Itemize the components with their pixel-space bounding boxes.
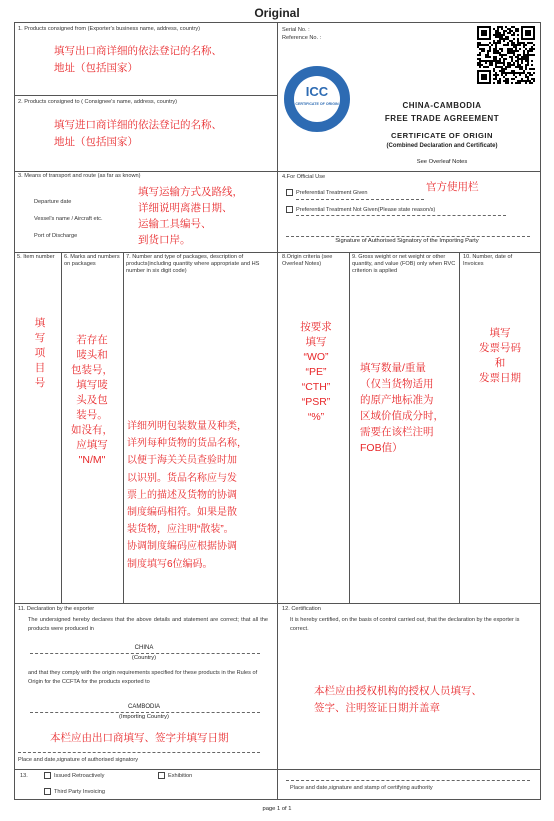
- col9-note-line: 填写数量/重量: [360, 362, 426, 374]
- col10-note-line: 填写: [489, 327, 511, 339]
- col10-note-line: 发票日期: [479, 372, 521, 384]
- col10-note-line: 和: [494, 357, 506, 369]
- col10-note: [462, 326, 538, 386]
- col7-note-line: 装货物，应注明“散装”。: [127, 524, 234, 536]
- col9-note-line: 需要在该栏注明: [360, 426, 434, 438]
- col8-note-line: 填写: [305, 336, 327, 348]
- col6-note-line: 头及包: [76, 394, 108, 406]
- issued-retroactively-option[interactable]: [44, 772, 104, 780]
- box2-note-line-1: 填写进口商详细的依法登记的名称、: [54, 119, 222, 131]
- departure-date-label: Departure date: [34, 199, 72, 205]
- port-label: Port of Discharge: [34, 233, 78, 239]
- box1-note-line-2: 地址（包括国家）: [54, 62, 138, 74]
- divider: [286, 236, 530, 237]
- box4-label: 4.For Official Use: [282, 174, 326, 180]
- preferential-given-text: Preferential Treatment Given: [296, 189, 368, 196]
- col6-note-line: 若存在: [76, 334, 108, 346]
- box3-note-line-4: 到货口岸。: [138, 234, 191, 246]
- icc-logo-text: ICC: [305, 84, 329, 99]
- col7-note-line: 制度编码相符。如果是散: [127, 507, 237, 519]
- col9-note: [360, 360, 460, 456]
- divider: [296, 215, 506, 216]
- col6-note-line: 唛头和: [76, 349, 108, 361]
- col-item-number: 5. Item number: [17, 254, 55, 260]
- serial-label: Serial No. :: [282, 27, 310, 33]
- page-title: Original: [254, 6, 300, 20]
- box11-importing-value: CAMBODIA: [127, 704, 160, 710]
- col7-note-line: 协调制度编码应根据协调: [127, 541, 237, 553]
- preferential-not-given-text: Preferential Treatment Not Given(Please state reason/s): [296, 206, 436, 213]
- col5-note-line: 目: [34, 362, 46, 374]
- exhibition-text: Exhibition: [168, 772, 193, 779]
- page-number: page 1 of 1: [262, 806, 292, 812]
- checkbox-icon: [44, 788, 51, 795]
- col6-note-line: 应填写: [76, 439, 108, 451]
- issued-retroactively-text: Issued Retroactively: [54, 772, 105, 779]
- box11-signature-label: Place and date,signature of authorised signatory: [18, 757, 139, 763]
- box12-note-line-1: 本栏应由授权机构的授权人员填写、: [314, 685, 482, 697]
- col9-note-line: FOB值）: [360, 442, 403, 454]
- importing-signatory-label: Signature of Authorised Signatory of the Importing Party: [335, 238, 479, 244]
- checkbox-icon: [286, 206, 293, 213]
- third-party-invoicing-option[interactable]: [44, 788, 105, 796]
- col-description: 7. Number and type of packages, description of products(including quantity where appropriate and HS number in six digit code): [126, 254, 260, 274]
- agreement-line-3: CERTIFICATE OF ORIGIN: [391, 131, 493, 140]
- col-origin-criteria: 8.Origin criteria (see Overleaf Notes): [282, 254, 333, 267]
- agreement-line-2: FREE TRADE AGREEMENT: [384, 114, 500, 123]
- col8-note: [286, 320, 346, 425]
- col5-note-line: 号: [34, 377, 46, 389]
- col5-note-line: 填: [34, 317, 46, 329]
- col8-note-line: “CTH”: [301, 381, 331, 393]
- col-marks: 6. Marks and numbers on packages: [64, 254, 120, 267]
- box11-note: 本栏应由出口商填写、签字并填写日期: [50, 732, 229, 744]
- box12-note-line-2: 签字、注明签证日期并盖章: [314, 702, 440, 714]
- overleaf-notes: See Overleaf Notes: [416, 159, 468, 165]
- divider: [18, 752, 260, 753]
- col10-note-line: 发票号码: [479, 342, 521, 354]
- col7-note: [127, 418, 277, 573]
- col7-note-line: 详列每种货物的货品名称，: [127, 438, 247, 450]
- col5-note: [26, 316, 54, 391]
- col6-note-line: 装号。: [76, 409, 108, 421]
- agreement-line-1: CHINA-CAMBODIA: [402, 101, 482, 110]
- box3-note-line-2: 详细说明离港日期、: [138, 202, 233, 214]
- divider: [30, 653, 260, 654]
- box12-certification-text: It is hereby certified, on the basis of control carried out, that the declaration by the exporter is correct.: [290, 617, 520, 632]
- col7-note-line: 以识别。货品名称应与发: [127, 472, 237, 484]
- divider: [286, 780, 530, 781]
- col8-note-line: “PSR”: [301, 396, 331, 408]
- col7-note-line: 以便于海关关员查验时加: [127, 455, 237, 467]
- col9-note-line: 区域价值成分时，: [360, 410, 444, 422]
- col5-note-line: 写: [34, 332, 46, 344]
- col-invoices: 10. Number, date of Invoices: [463, 254, 513, 267]
- box12-signature-label: Place and date,signature and stamp of certifying authority: [290, 785, 433, 791]
- third-party-invoicing-text: Third Party Invoicing: [54, 788, 105, 795]
- icc-logo: [284, 66, 350, 132]
- col6-note: [63, 333, 121, 468]
- icc-logo-caption: CERTIFICATE OF ORIGIN: [295, 102, 339, 106]
- box11-label: 11. Declaration by the exporter: [18, 606, 95, 612]
- divider: [296, 199, 424, 200]
- box13-label: 13.: [20, 773, 28, 779]
- exhibition-option[interactable]: [158, 772, 192, 780]
- box3-label: 3. Means of transport and route (as far as known): [18, 173, 141, 179]
- box11-country-label: (Country): [131, 655, 157, 661]
- box1-label: 1. Products consigned from (Exporter's business name, address, country): [18, 26, 201, 32]
- box2-label: 2. Products consigned to ( Consignee's name, address, country): [18, 99, 178, 105]
- box12-label: 12. Certification: [282, 606, 321, 612]
- checkbox-icon: [158, 772, 165, 779]
- col7-note-line: 票上的描述及货物的协调: [127, 489, 237, 501]
- checkbox-icon: [286, 189, 293, 196]
- col6-note-line: 填写唛: [76, 379, 108, 391]
- col9-note-line: （仅当货物适用: [360, 378, 434, 390]
- checkbox-icon: [44, 772, 51, 779]
- col6-note-line: 如没有，: [71, 424, 113, 436]
- reference-label: Reference No. :: [282, 35, 322, 41]
- col7-note-line: 制度填写6位编码。: [127, 558, 213, 570]
- col8-note-line: “%”: [307, 411, 325, 423]
- agreement-line-4: (Combined Declaration and Certificate): [386, 143, 498, 149]
- box11-declaration-text: The undersigned hereby declares that the above details and statement are correct; that all the products were produced in: [28, 617, 268, 632]
- box3-note-line-3: 运输工具编号、: [138, 218, 212, 230]
- divider: [30, 712, 260, 713]
- col8-note-line: 按要求: [300, 321, 332, 333]
- preferential-given-option[interactable]: [286, 189, 368, 197]
- vessel-label: Vessel's name / Aircraft etc.: [34, 216, 103, 222]
- box11-origin-text: and that they comply with the origin requirements specified for these products in the Rules of Origin for the CCFTA for the products exported to: [28, 670, 258, 685]
- col7-note-line: 详细列明包装数量及种类，: [127, 421, 247, 432]
- qr-code: [477, 26, 535, 84]
- official-use-note: 官方使用栏: [426, 181, 479, 193]
- col9-note-line: 的原产地标准为: [360, 394, 434, 406]
- col-gross-weight: 9. Gross weight or net weight or other quantity, and value (FOB) only when RVC criterion is applied: [352, 254, 456, 274]
- col5-note-line: 项: [34, 347, 46, 359]
- box3-note-line-1: 填写运输方式及路线，: [138, 186, 243, 198]
- col6-note-line: 包装号，: [71, 364, 113, 376]
- box11-importing-label: (Importing Country): [119, 714, 169, 720]
- col6-note-line: "N/M": [78, 454, 106, 466]
- box1-note-line-1: 填写出口商详细的依法登记的名称、: [54, 45, 222, 57]
- col8-note-line: “WO”: [303, 351, 329, 363]
- box2-note-line-2: 地址（包括国家）: [54, 136, 138, 148]
- box11-country-value: CHINA: [134, 645, 154, 651]
- preferential-not-given-option[interactable]: [286, 206, 435, 214]
- col8-note-line: “PE”: [305, 366, 327, 378]
